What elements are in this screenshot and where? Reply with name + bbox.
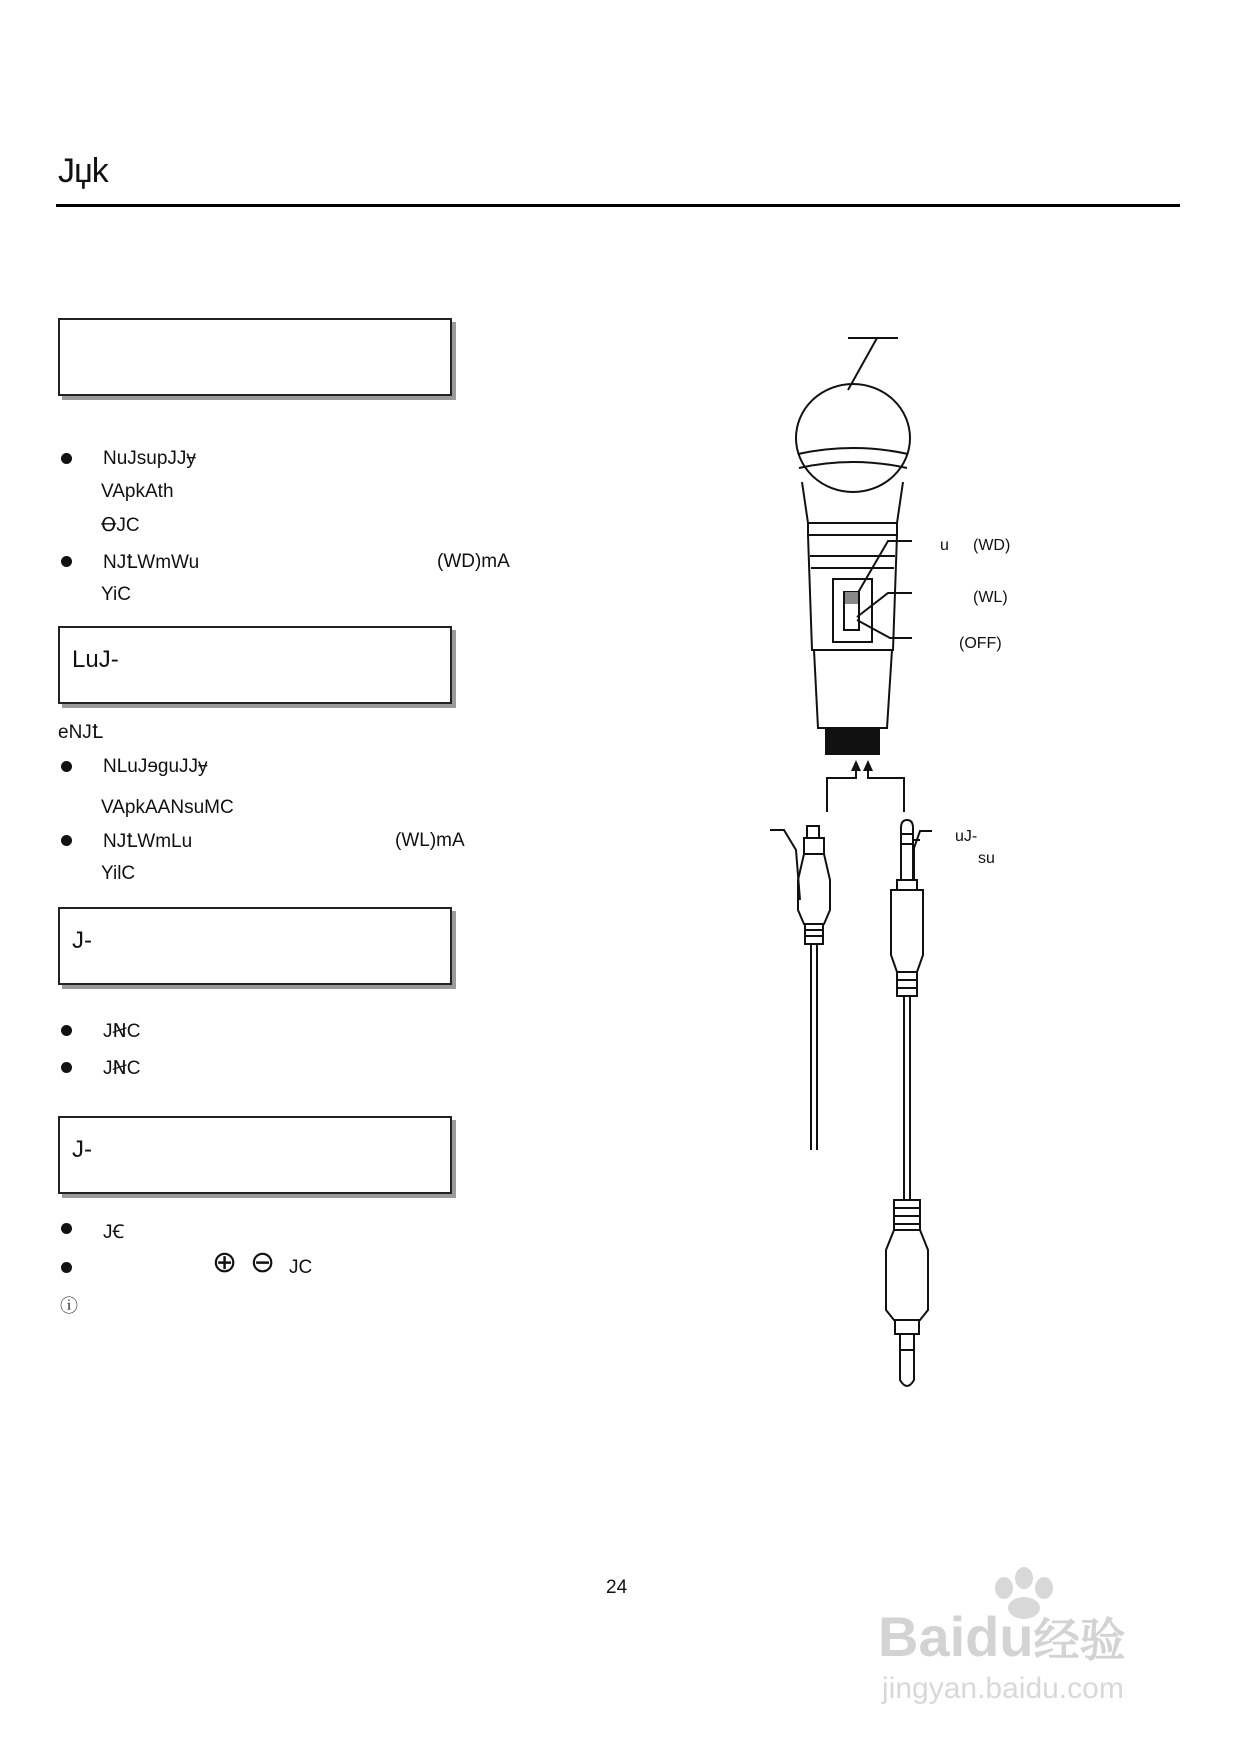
section-box-4 (58, 1116, 452, 1194)
section-box-1 (58, 318, 452, 396)
title-divider (56, 204, 1180, 207)
watermark-brand: Bai (878, 1605, 966, 1668)
section-heading-2: LuJ- (72, 646, 119, 673)
plug-label: uJ- (955, 828, 978, 845)
connector (826, 728, 879, 754)
bullet (61, 453, 72, 464)
arrow-up-icon (863, 760, 873, 771)
bullet (61, 1025, 72, 1036)
bullet (61, 1062, 72, 1073)
item-line: YiC (101, 584, 131, 605)
watermark-du: du (965, 1605, 1034, 1668)
watermark-cn: 经验 (1033, 1614, 1126, 1666)
mic-head (796, 384, 910, 492)
bullet (61, 1262, 72, 1273)
head-leader-line (848, 338, 896, 390)
watermark-url: jingyan.baidu.com (882, 1672, 1124, 1705)
item-line: NLuJɘguJJɏ (103, 756, 208, 777)
item-line: NJꝈWmLu (103, 831, 193, 852)
switch-label-prefix: u (940, 537, 949, 554)
item-value: (WD)mA (437, 551, 510, 572)
microphone-diagram (740, 320, 1040, 1410)
section-heading-4: J- (72, 1136, 92, 1163)
switch-label-wd: (WD) (973, 537, 1011, 554)
page-title: Jџk (58, 152, 108, 190)
bullet (61, 556, 72, 567)
switch-label-off: (OFF) (959, 635, 1002, 652)
mic-cable-plug (770, 826, 830, 1150)
item-value: (WL)mA (395, 830, 465, 851)
audio-cable-plug (886, 820, 932, 1386)
item-line: VApkAth (101, 481, 174, 502)
section-intro: eNJꝈ (58, 722, 103, 743)
plug-label: su (978, 850, 995, 867)
item-line: YilC (101, 863, 136, 884)
plus-circle-icon: ⊕ (212, 1246, 238, 1279)
item-line: VApkAANsuMC (101, 797, 234, 818)
info-icon: ⓘ (60, 1296, 78, 1316)
item-line: NJꝈWmWu (103, 552, 200, 573)
item-line: JꞒ (103, 1222, 125, 1243)
switch-label-wl: (WL) (973, 589, 1008, 606)
mic-neck (802, 482, 903, 523)
page-number: 24 (606, 1577, 628, 1598)
item-line: JꞤC (103, 1058, 141, 1079)
item-line: JꞤC (103, 1021, 141, 1042)
baidu-watermark (878, 1560, 1178, 1710)
bullet (61, 835, 72, 846)
bullet (61, 1223, 72, 1234)
section-box-3 (58, 907, 452, 985)
section-heading-3: J- (72, 927, 92, 954)
item-line: ꝊJC (101, 515, 140, 536)
item-line: NuJsupJJɏ (103, 448, 196, 469)
minus-circle-icon: ⊖ (250, 1246, 276, 1279)
item-line: JC (289, 1257, 313, 1278)
bullet (61, 761, 72, 772)
arrow-up-icon (851, 760, 861, 771)
section-box-2 (58, 626, 452, 704)
